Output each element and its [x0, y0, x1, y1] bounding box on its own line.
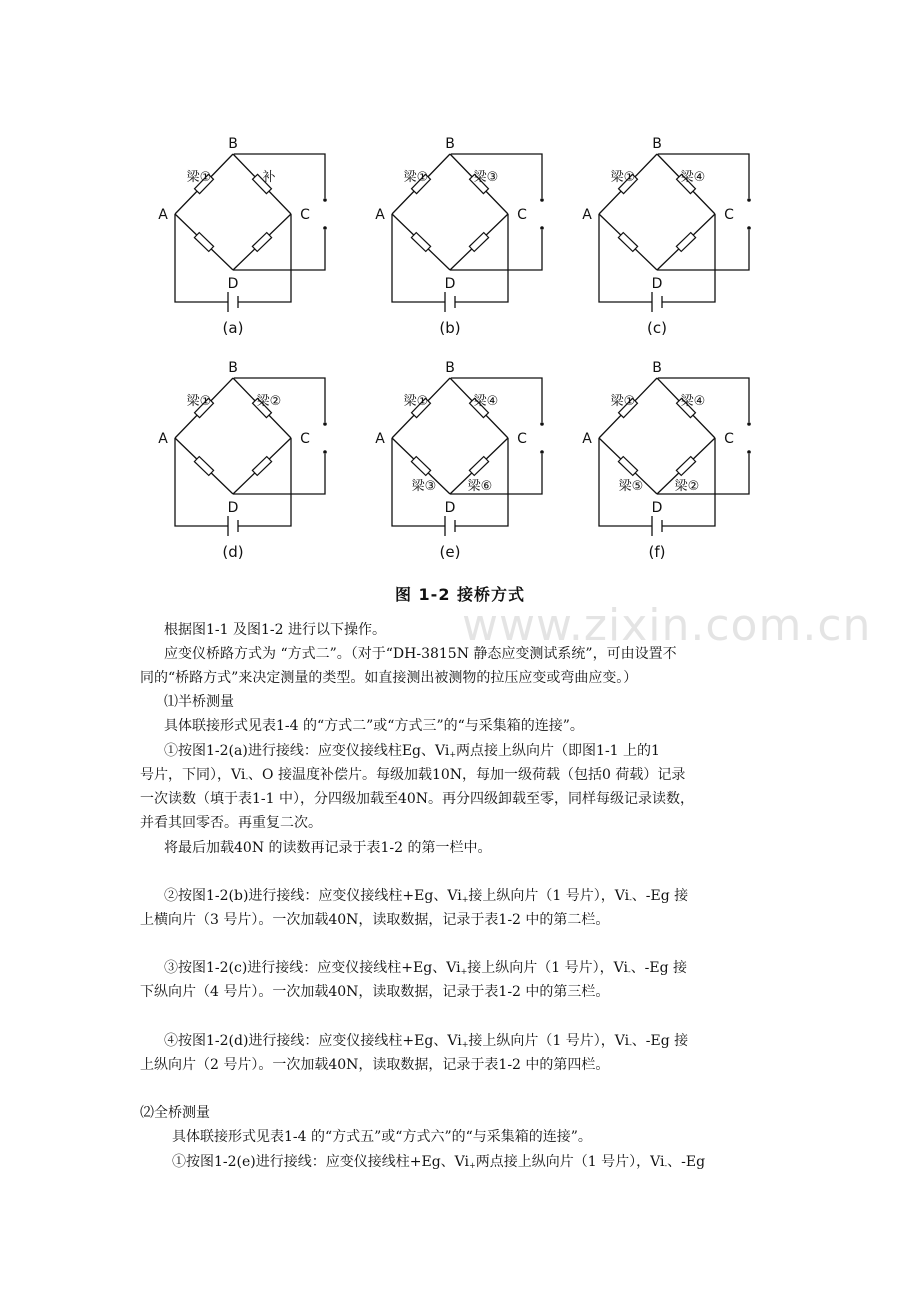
node-label-a: A — [582, 207, 592, 223]
terminal-upper — [323, 422, 327, 426]
lead-d — [233, 454, 325, 494]
step4-line1: ④按图1-2(d)进行接线：应变仪接线柱+Eg、$Vi_+$接上纵向片（1 号片），$Vi_-$、-Eg 接 — [164, 1033, 689, 1049]
resistor-bl — [194, 457, 213, 476]
watermark: www.zixin.com.cn — [462, 600, 872, 651]
arm-label-br: 梁② — [674, 479, 700, 494]
node-label-c: C — [517, 207, 527, 223]
arm-label-tl: 梁① — [403, 170, 429, 185]
node-label-a: A — [582, 431, 592, 447]
terminal-upper — [540, 422, 544, 426]
node-label-b: B — [652, 360, 662, 376]
step1-line3: 一次读数（填于表1-1 中），分四级加载至40N。再分四级卸载至零，同样每级记录读数， — [140, 791, 695, 807]
lead-d — [657, 454, 749, 494]
lead-d — [450, 230, 542, 270]
node-label-d: D — [444, 276, 456, 292]
lead-d — [233, 230, 325, 270]
terminal-upper — [747, 422, 751, 426]
arm-label-bl: 梁⑤ — [618, 479, 644, 494]
lead-d — [657, 230, 749, 270]
arm-label-bl: 梁③ — [411, 479, 437, 494]
terminal-upper — [323, 198, 327, 202]
bridge-diagram-svg — [0, 0, 920, 620]
terminal-lower — [747, 226, 751, 230]
arm-label-tl: 梁① — [403, 394, 429, 409]
node-label-b: B — [228, 136, 238, 152]
node-label-a: A — [375, 431, 385, 447]
terminal-lower — [540, 226, 544, 230]
node-label-c: C — [300, 207, 310, 223]
node-label-d: D — [651, 276, 663, 292]
arm-label-tl: 梁① — [186, 394, 212, 409]
bridge-figures — [0, 0, 920, 620]
para-full-bridge-connection: 具体联接形式见表1-4 的“方式五”或“方式六”的“与采集箱的连接”。 — [172, 1129, 592, 1145]
terminal-lower — [323, 226, 327, 230]
terminal-upper — [540, 198, 544, 202]
para-intro: 根据图1-1 及图1-2 进行以下操作。 — [164, 622, 386, 638]
resistor-br — [469, 457, 488, 476]
node-label-d: D — [444, 500, 456, 516]
resistor-bl — [618, 233, 637, 252]
step2-line2: 上横向片（3 号片）。一次加载40N，读取数据，记录于表1-2 中的第二栏。 — [140, 912, 610, 928]
lead-b — [234, 154, 325, 198]
resistor-br — [676, 233, 695, 252]
resistor-br — [469, 233, 488, 252]
panel-label-b: (b) — [439, 319, 461, 337]
arm-label-tl: 梁① — [610, 394, 636, 409]
bridge-panel-e — [375, 360, 544, 561]
bridge-panel-f — [582, 360, 751, 561]
step3-line2: 下纵向片（4 号片）。一次加载40N，读取数据，记录于表1-2 中的第三栏。 — [140, 984, 610, 1000]
resistor-bl — [618, 457, 637, 476]
node-label-b: B — [445, 136, 455, 152]
bridge-panel-c — [582, 136, 751, 337]
arm-label-tr: 梁② — [256, 394, 282, 409]
node-label-d: D — [651, 500, 663, 516]
bridge-panel-d — [158, 360, 327, 561]
node-label-a: A — [375, 207, 385, 223]
para-bridge-mode-1: 应变仪桥路方式为 “方式二”。（对于“DH-3815N 静态应变测试系统”，可由设置不 — [164, 646, 677, 662]
lead-d — [450, 454, 542, 494]
terminal-lower — [323, 450, 327, 454]
terminal-upper — [747, 198, 751, 202]
figure-caption: 图 1-2 接桥方式 — [394, 585, 526, 604]
step4-line2: 上纵向片（2 号片）。一次加载40N，读取数据，记录于表1-2 中的第四栏。 — [140, 1057, 610, 1073]
panel-label-a: (a) — [222, 319, 244, 337]
resistor-bl — [194, 233, 213, 252]
step1-line2: 号片，下同），$Vi_-$、O 接温度补偿片。每级加载10N，每加一级荷载（包括0 荷载）记录 — [140, 767, 686, 783]
step1-line4: 并看其回零否。再重复二次。 — [140, 815, 322, 831]
node-label-a: A — [158, 431, 168, 447]
step1-line5: 将最后加载40N 的读数再记录于表1-2 的第一栏中。 — [164, 840, 492, 856]
bridge-panel-b — [375, 136, 544, 337]
panel-label-d: (d) — [222, 543, 244, 561]
node-label-d: D — [227, 500, 239, 516]
heading-full-bridge: ⑵全桥测量 — [140, 1105, 210, 1121]
terminal-lower — [747, 450, 751, 454]
heading-half-bridge: ⑴半桥测量 — [164, 694, 234, 710]
panel-label-e: (e) — [439, 543, 461, 561]
step1-line1: ①按图1-2(a)进行接线：应变仪接线柱Eg、$Vi_+$两点接上纵向片（即图1-1 上的1 — [164, 743, 660, 759]
node-label-d: D — [227, 276, 239, 292]
node-label-b: B — [652, 136, 662, 152]
node-label-b: B — [445, 360, 455, 376]
arm-label-br: 梁⑥ — [467, 479, 493, 494]
node-label-b: B — [228, 360, 238, 376]
panel-label-c: (c) — [647, 319, 667, 337]
node-label-a: A — [158, 207, 168, 223]
arm-label-tr: 梁④ — [680, 170, 706, 185]
node-label-c: C — [724, 431, 734, 447]
arm-label-tr: 梁③ — [473, 170, 499, 185]
resistor-br — [676, 457, 695, 476]
arm-label-tr: 补 — [262, 170, 276, 185]
terminal-lower — [540, 450, 544, 454]
para-bridge-mode-2: 同的“桥路方式”来决定测量的类型。如直接测出被测物的拉压应变或弯曲应变。） — [140, 670, 638, 686]
arm-label-tr: 梁④ — [680, 394, 706, 409]
node-label-c: C — [724, 207, 734, 223]
resistor-bl — [411, 457, 430, 476]
resistor-br — [252, 457, 271, 476]
para-half-bridge-connection: 具体联接形式见表1-4 的“方式二”或“方式三”的“与采集箱的连接”。 — [164, 718, 584, 734]
arm-label-tr: 梁④ — [473, 394, 499, 409]
step2-line1: ②按图1-2(b)进行接线：应变仪接线柱+Eg、$Vi_+$接上纵向片（1 号片），$Vi_-$、-Eg 接 — [164, 888, 689, 904]
arm-label-tl: 梁① — [610, 170, 636, 185]
full-step1-line1: ①按图1-2(e)进行接线：应变仪接线柱+Eg、$Vi_+$两点接上纵向片（1 号片），$Vi_-$、-Eg — [172, 1154, 706, 1170]
step3-line1: ③按图1-2(c)进行接线：应变仪接线柱+Eg、$Vi_+$接上纵向片（1 号片），$Vi_-$、-Eg 接 — [164, 960, 688, 976]
resistor-br — [252, 233, 271, 252]
bridge-panel-a — [158, 136, 327, 337]
node-label-c: C — [300, 431, 310, 447]
resistor-bl — [411, 233, 430, 252]
panel-label-f: (f) — [648, 543, 666, 561]
arm-label-tl: 梁① — [186, 170, 212, 185]
node-label-c: C — [517, 431, 527, 447]
